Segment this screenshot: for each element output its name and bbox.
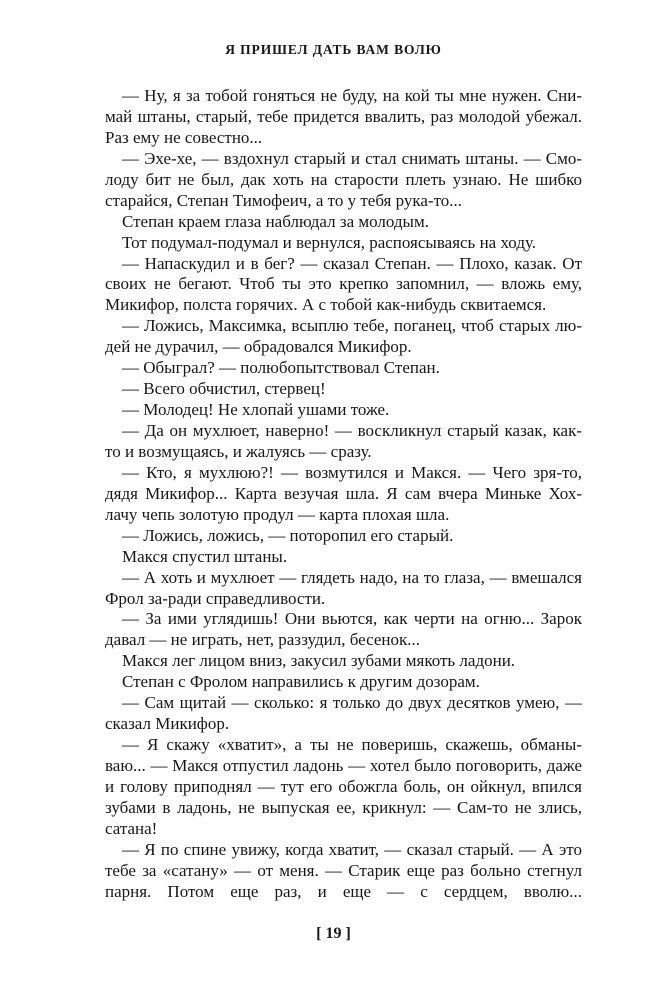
- paragraph: [105, 651, 582, 672]
- text-line: — А хоть и мухлюет — глядеть надо, на то глаза, — вмешался: [122, 567, 582, 587]
- text-line: — Да он мухлюет, наверно! — воскликнул старый казак, как-: [122, 421, 582, 440]
- text-line: — Эхе-хе, — вздохнул старый и стал снимать штаны. — Смо-: [122, 148, 582, 168]
- text-line: Микифор, полста горячих. А с тобой как-нибудь сквитаемся.: [105, 295, 547, 315]
- text-line: давал — не играть, нет, раззудил, бесенок...: [105, 630, 421, 650]
- text-line: — Сам щитай — сколько: я только до двух десятков умею, —: [122, 693, 582, 713]
- text-line: — За ими углядишь! Они вьются, как черти на огню... Зарок: [122, 609, 582, 629]
- text-line: лачу чепь золотую продул — карта плохая шла.: [105, 504, 450, 524]
- text-line: Макся спустил штаны.: [122, 546, 288, 566]
- text-line: сказал Микифор.: [105, 714, 230, 734]
- text-line: — Кто, я мухлюю?! — возмутился и Макся. — Чего зря-то,: [122, 462, 582, 482]
- paragraph: [105, 358, 582, 379]
- paragraph: [105, 672, 582, 693]
- paragraph: [105, 547, 582, 568]
- page-text: [105, 86, 582, 903]
- text-line: Фрол за-ради справедливости.: [105, 588, 326, 608]
- text-line: дей не дурачил, — обрадовался Микифор.: [105, 337, 412, 357]
- text-line: — Ну, я за тобой гоняться не буду, на кой ты мне нужен. Сни-: [122, 86, 582, 105]
- paragraph: [105, 463, 582, 526]
- page-number: [ 19 ]: [316, 925, 351, 942]
- text-line: Раз ему не совестно...: [105, 127, 263, 147]
- text-line: лоду бит не был, дак хоть на старости плеть узнаю. Не шибко: [105, 169, 582, 189]
- text-line: старайся, Степан Тимофеич, а то у тебя рука-то...: [105, 190, 463, 210]
- text-line: — Ложись, Максимка, всыплю тебе, поганец, чтоб старых лю-: [122, 316, 582, 336]
- paragraph: [105, 233, 582, 254]
- text-line: Степан с Фролом направились к другим дозорам.: [122, 672, 480, 692]
- paragraph: [105, 840, 582, 903]
- paragraph: [105, 149, 582, 212]
- text-line: Тот подумал-подумал и вернулся, распоясываясь на ходу.: [122, 232, 537, 252]
- text-line: — Напаскудил и в бег? — сказал Степан. — Плохо, казак. От: [122, 253, 582, 273]
- paragraph: [105, 86, 582, 149]
- text-line: тебе за «сатану» — от меня. — Старик еще раз больно стегнул: [105, 860, 582, 880]
- text-line: Степан краем глаза наблюдал за молодым.: [122, 211, 429, 231]
- paragraph: [105, 693, 582, 735]
- paragraph: [105, 212, 582, 233]
- text-line: сатана!: [105, 818, 158, 838]
- paragraph: [105, 568, 582, 610]
- paragraph: [105, 316, 582, 358]
- text-line: то и возмущаясь, и жалуясь — сразу.: [105, 441, 372, 461]
- paragraph: [105, 609, 582, 651]
- text-line: и голову приподнял — тут его обожгла боль, он ойкнул, впился: [105, 776, 582, 796]
- text-line: май штаны, старый, тебе придется ввалить, раз молодой убежал.: [105, 106, 582, 126]
- text-line: ваю... — Макся отпустил ладонь — хотел было поговорить, даже: [105, 756, 582, 775]
- text-line: — Ложись, ложись, — поторопил его старый.: [122, 525, 454, 545]
- text-line: своих не бегают. Чтоб ты это крепко запомнил, — вложь ему,: [105, 274, 582, 294]
- text-line: зубами в ладонь, не выпуская ее, крикнул: — Сам-то не злись,: [105, 797, 582, 817]
- paragraph: [105, 735, 582, 840]
- paragraph: [105, 421, 582, 463]
- text-line: — Молодец! Не хлопай ушами тоже.: [122, 400, 390, 420]
- paragraph: [105, 526, 582, 547]
- text-line: — Я скажу «хватит», а ты не поверишь, скажешь, обманы-: [122, 735, 582, 755]
- text-line: дядя Микифор... Карта везучая шла. Я сам вчера Миньке Хох-: [105, 483, 582, 503]
- text-line: парня. Потом еще раз, и еще — с сердцем, вволю...: [105, 881, 582, 901]
- text-line: — Обыграл? — полюбопытствовал Степан.: [122, 358, 440, 378]
- text-line: Макся лег лицом вниз, закусил зубами мякоть ладони.: [122, 651, 516, 671]
- paragraph: [105, 400, 582, 421]
- running-title: Я ПРИШЕЛ ДАТЬ ВАМ ВОЛЮ: [225, 42, 442, 57]
- text-line: — Я по спине увижу, когда хватит, — сказал старый. — А это: [122, 839, 582, 859]
- text-line: — Всего обчистил, стервец!: [122, 379, 326, 399]
- paragraph: [105, 254, 582, 317]
- paragraph: [105, 379, 582, 400]
